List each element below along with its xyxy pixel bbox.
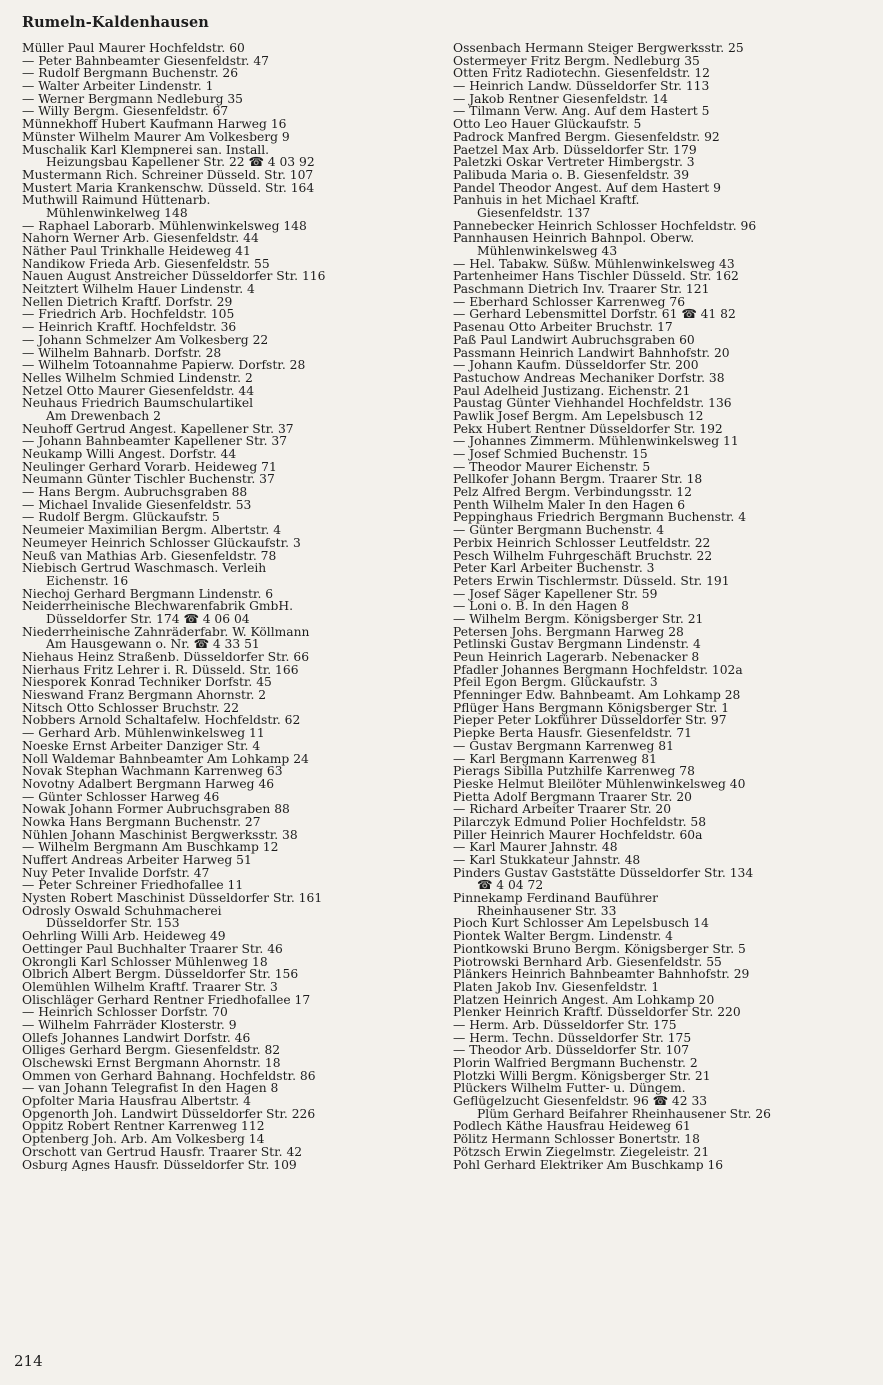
- directory-entry: — Günter Bergmann Buchenstr. 4: [453, 523, 665, 538]
- directory-entry: — Johann Bahnbeamter Kapellener Str. 37: [22, 434, 288, 449]
- directory-entry: Münster Wilhelm Maurer Am Volkesberg 9: [22, 129, 290, 144]
- directory-entry: — Hel. Tabakw. Süßw. Mühlenwinkelsweg 43: [453, 256, 735, 271]
- directory-entry: Nuy Peter Invalide Dorfstr. 47: [22, 865, 210, 880]
- directory-entry: — Johann Schmelzer Am Volkesberg 22: [22, 332, 269, 347]
- directory-entry: Nahorn Werner Arb. Giesenfeldstr. 44: [22, 231, 259, 246]
- directory-entry: Passmann Heinrich Landwirt Bahnhofstr. 20: [453, 345, 730, 360]
- directory-entry: Plüm Gerhard Beifahrer Rheinhausener Str. 26: [477, 1106, 771, 1121]
- directory-entry: — Rudolf Bergmann Buchenstr. 26: [22, 66, 239, 81]
- directory-entry: Nelles Wilhelm Schmied Lindenstr. 2: [22, 370, 253, 385]
- directory-entry: Düsseldorfer Str. 174 ☎ 4 06 04: [46, 611, 250, 626]
- directory-entry: Rheinhausener Str. 33: [477, 903, 617, 918]
- directory-entry: Novak Stephan Wachmann Karrenweg 63: [22, 764, 283, 779]
- directory-entry: Neumeyer Heinrich Schlosser Glückaufstr. 3: [22, 535, 301, 550]
- directory-entry: Müller Paul Maurer Hochfeldstr. 60: [22, 42, 245, 55]
- directory-entry: Giesenfeldstr. 137: [477, 205, 591, 220]
- directory-entry: Osburg Agnes Hausfr. Düsseldorfer Str. 109: [22, 1157, 297, 1172]
- directory-entry: — van Johann Telegrafist In den Hagen 8: [22, 1081, 279, 1096]
- directory-entry: Neuhoff Gertrud Angest. Kapellener Str. 37: [22, 421, 294, 436]
- directory-entry: — Hans Bergm. Aubruchsgraben 88: [22, 485, 248, 500]
- directory-entry: — Michael Invalide Giesenfeldstr. 53: [22, 497, 252, 512]
- directory-entry: Neuß van Mathias Arb. Giesenfeldstr. 78: [22, 548, 277, 563]
- directory-entry: Panhuis in het Michael Kraftf.: [453, 193, 640, 208]
- directory-entry: Am Drewenbach 2: [46, 408, 161, 423]
- directory-entry: — Herm. Arb. Düsseldorfer Str. 175: [453, 1017, 677, 1032]
- directory-entry: Oehrling Willi Arb. Heideweg 49: [22, 929, 226, 944]
- directory-entry: Pfenninger Edw. Bahnbeamt. Am Lohkamp 28: [453, 688, 741, 703]
- directory-entry: Otten Fritz Radiotechn. Giesenfeldstr. 12: [453, 66, 711, 81]
- directory-entry: Pawlik Josef Bergm. Am Lepelsbusch 12: [453, 408, 704, 423]
- directory-entry: Platen Jakob Inv. Giesenfeldstr. 1: [453, 979, 660, 994]
- directory-entry: Pietta Adolf Bergmann Traarer Str. 20: [453, 789, 693, 804]
- directory-entry: — Gerhard Lebensmittel Dorfstr. 61 ☎ 41 82: [453, 307, 736, 322]
- directory-entry: Nitsch Otto Schlosser Bruchstr. 22: [22, 700, 240, 715]
- directory-entry: Penth Wilhelm Maler In den Hagen 6: [453, 497, 686, 512]
- directory-entry: Olbrich Albert Bergm. Düsseldorfer Str. 156: [22, 967, 299, 982]
- directory-entry: Perbix Heinrich Schlosser Leutfeldstr. 22: [453, 535, 711, 550]
- directory-entry: Paetzel Max Arb. Düsseldorfer Str. 179: [453, 142, 697, 157]
- directory-entry: Nysten Robert Maschinist Düsseldorfer Str. 161: [22, 891, 323, 906]
- directory-entry: Nuffert Andreas Arbeiter Harweg 51: [22, 853, 252, 867]
- directory-entry: — Heinrich Schlosser Dorfstr. 70: [22, 1005, 228, 1020]
- directory-entry: Paschmann Dietrich Inv. Traarer Str. 121: [453, 282, 710, 297]
- directory-entry: Pötzsch Erwin Ziegelmstr. Ziegeleistr. 21: [453, 1144, 710, 1159]
- directory-entry: Orschott van Gertrud Hausfr. Traarer Str. 42: [22, 1144, 303, 1159]
- directory-entry: — Karl Maurer Jahnstr. 48: [453, 840, 618, 855]
- directory-entry: — Walter Arbeiter Lindenstr. 1: [22, 79, 214, 94]
- directory-entry: Neukamp Willi Angest. Dorfstr. 44: [22, 447, 237, 461]
- directory-entry: Pekx Hubert Rentner Düsseldorfer Str. 192: [453, 421, 723, 436]
- directory-column-right: [453, 42, 878, 1171]
- directory-entry: Paul Adelheid Justizang. Eichenstr. 21: [453, 383, 691, 398]
- directory-entry: Podlech Käthe Hausfrau Heideweg 61: [453, 1119, 691, 1134]
- directory-entry: Oppitz Robert Rentner Karrenweg 112: [22, 1119, 265, 1134]
- directory-entry: — Theodor Arb. Düsseldorfer Str. 107: [453, 1043, 690, 1058]
- directory-entry: Pieper Peter Lokführer Düsseldorfer Str. 97: [453, 713, 727, 728]
- directory-entry: Plänkers Heinrich Bahnbeamter Bahnhofstr. 29: [453, 967, 750, 982]
- directory-entry: — Eberhard Schlosser Karrenweg 76: [453, 294, 686, 309]
- directory-entry: Pohl Gerhard Elektriker Am Buschkamp 16: [453, 1157, 724, 1172]
- directory-entry: Palibuda Maria o. B. Giesenfeldstr. 39: [453, 167, 690, 182]
- directory-entry: — Günter Schlosser Harweg 46: [22, 789, 220, 804]
- directory-entry: Plenker Heinrich Kraftf. Düsseldorfer Str. 220: [453, 1005, 741, 1020]
- directory-entry: — Johannes Zimmerm. Mühlenwinkelsweg 11: [453, 434, 739, 449]
- directory-entry: Eichenstr. 16: [46, 573, 129, 588]
- directory-entry: Peun Heinrich Lagerarb. Nebenacker 8: [453, 650, 700, 664]
- directory-entry: — Wilhelm Bahnarb. Dorfstr. 28: [22, 345, 222, 360]
- directory-entry: — Heinrich Kraftf. Hochfeldstr. 36: [22, 320, 237, 335]
- directory-entry: Odrosly Oswald Schuhmacherei: [22, 903, 222, 918]
- directory-entry: Ollefs Johannes Landwirt Dorfstr. 46: [22, 1030, 251, 1045]
- directory-entry: Piontkowski Bruno Bergm. Königsberger Str. 5: [453, 941, 746, 956]
- directory-entry: Paß Paul Landwirt Aubruchsgraben 60: [453, 332, 695, 347]
- directory-entry: Nauen August Anstreicher Düsseldorfer Str. 116: [22, 269, 326, 284]
- directory-entry: — Wilhelm Bergmann Am Buschkamp 12: [22, 840, 279, 855]
- directory-entry: Heizungsbau Kapellener Str. 22 ☎ 4 03 92: [46, 155, 315, 170]
- directory-entry: Plückers Wilhelm Futter- u. Düngem.: [453, 1081, 686, 1096]
- directory-entry: Nellen Dietrich Kraftf. Dorfstr. 29: [22, 294, 233, 309]
- directory-entry: Peter Karl Arbeiter Buchenstr. 3: [453, 561, 655, 576]
- directory-entry: — Gustav Bergmann Karrenweg 81: [453, 738, 674, 753]
- directory-entry: Peppinghaus Friedrich Bergmann Buchenstr. 4: [453, 510, 747, 525]
- directory-entry: Piotrowski Bernhard Arb. Giesenfeldstr. 55: [453, 954, 722, 969]
- directory-entry: Olemühlen Wilhelm Kraftf. Traarer Str. 3: [22, 979, 278, 994]
- directory-entry: Petlinski Gustav Bergmann Lindenstr. 4: [453, 637, 701, 652]
- directory-entry: Mustert Maria Krankenschw. Düsseld. Str. 164: [22, 180, 315, 195]
- directory-entry: Piontek Walter Bergm. Lindenstr. 4: [453, 929, 673, 944]
- directory-entry: Niebisch Gertrud Waschmasch. Verleih: [22, 561, 267, 576]
- directory-entry: Plorin Walfried Bergmann Buchenstr. 2: [453, 1056, 698, 1070]
- directory-entry: Pinnekamp Ferdinand Bauführer: [453, 891, 659, 906]
- directory-entry: Ostermeyer Fritz Bergm. Nedleburg 35: [453, 53, 700, 68]
- directory-entry: Okrongli Karl Schlosser Mühlenweg 18: [22, 954, 268, 969]
- directory-entry: Pandel Theodor Angest. Auf dem Hastert 9: [453, 180, 721, 195]
- directory-entry: ☎ 4 04 72: [477, 878, 544, 893]
- directory-entry: Ossenbach Hermann Steiger Bergwerksstr. 25: [453, 42, 744, 55]
- directory-entry: Olischläger Gerhard Rentner Friedhofallee 17: [22, 992, 311, 1007]
- directory-entry: Pfadler Johannes Bergmann Hochfeldstr. 102a: [453, 662, 743, 677]
- directory-entry: Pinders Gustav Gaststätte Düsseldorfer Str. 134: [453, 865, 754, 880]
- directory-entry: Nühlen Johann Maschinist Bergwerksstr. 38: [22, 827, 298, 842]
- directory-entry: — Peter Schreiner Friedhofallee 11: [22, 878, 244, 893]
- directory-entry: Pioch Kurt Schlosser Am Lepelsbusch 14: [453, 916, 709, 931]
- directory-entry: Piepke Berta Hausfr. Giesenfeldstr. 71: [453, 726, 692, 741]
- directory-entry: Pieske Helmut Bleilöter Mühlenwinkelsweg 40: [453, 776, 746, 791]
- directory-entry: Muthwill Raimund Hüttenarb.: [22, 193, 211, 208]
- directory-entry: Münnekhoff Hubert Kaufmann Harweg 16: [22, 117, 287, 132]
- directory-entry: — Gerhard Arb. Mühlenwinkelsweg 11: [22, 726, 265, 741]
- directory-entry: Pannebecker Heinrich Schlosser Hochfeldstr. 96: [453, 218, 757, 233]
- directory-entry: — Werner Bergmann Nedleburg 35: [22, 91, 244, 106]
- directory-entry: Nieswand Franz Bergmann Ahornstr. 2: [22, 688, 267, 703]
- directory-entry: Optenberg Joh. Arb. Am Volkesberg 14: [22, 1132, 265, 1147]
- directory-entry: Geflügelzucht Giesenfeldstr. 96 ☎ 42 33: [453, 1094, 708, 1109]
- directory-entry: Pasenau Otto Arbeiter Bruchstr. 17: [453, 320, 673, 335]
- directory-entry: Niehaus Heinz Straßenb. Düsseldorfer Str. 66: [22, 650, 310, 664]
- directory-entry: Neumann Günter Tischler Buchenstr. 37: [22, 472, 275, 487]
- directory-entry: Mühlenwinkelweg 148: [46, 205, 188, 220]
- directory-entry: — Wilhelm Bergm. Königsberger Str. 21: [453, 611, 704, 626]
- directory-entry: Pflüger Hans Bergmann Königsberger Str. 1: [453, 700, 730, 715]
- directory-entry: Pastuchow Andreas Mechaniker Dorfstr. 38: [453, 370, 725, 385]
- directory-entry: Partenheimer Hans Tischler Düsseld. Str. 162: [453, 269, 739, 284]
- directory-entry: — Josef Schmied Buchenstr. 15: [453, 447, 648, 461]
- directory-entry: Oettinger Paul Buchhalter Traarer Str. 46: [22, 941, 283, 956]
- directory-entry: Mustermann Rich. Schreiner Düsseld. Str. 107: [22, 167, 314, 182]
- directory-entry: — Wilhelm Fahrräder Klosterstr. 9: [22, 1017, 237, 1032]
- directory-entry: Mühlenwinkelsweg 43: [477, 244, 618, 258]
- directory-entry: Nierhaus Fritz Lehrer i. R. Düsseld. Str. 166: [22, 662, 299, 677]
- directory-entry: — Theodor Maurer Eichenstr. 5: [453, 459, 651, 474]
- directory-entry: Näther Paul Trinkhalle Heideweg 41: [22, 244, 251, 258]
- directory-entry: — Karl Stukkateur Jahnstr. 48: [453, 853, 641, 867]
- directory-entry: Pannhausen Heinrich Bahnpol. Oberw.: [453, 231, 695, 246]
- directory-entry: — Herm. Techn. Düsseldorfer Str. 175: [453, 1030, 692, 1045]
- directory-entry: Pelz Alfred Bergm. Verbindungsstr. 12: [453, 485, 692, 500]
- directory-entry: Muschalik Karl Klempnerei san. Install.: [22, 142, 270, 157]
- directory-entry: Opfolter Maria Hausfrau Albertstr. 4: [22, 1094, 251, 1109]
- directory-entry: Nowka Hans Bergmann Buchenstr. 27: [22, 814, 261, 829]
- directory-entry: Nandikow Frieda Arb. Giesenfeldstr. 55: [22, 256, 270, 271]
- directory-entry: Pierags Sibilla Putzhilfe Karrenweg 78: [453, 764, 695, 779]
- directory-entry: — Peter Bahnbeamter Giesenfeldstr. 47: [22, 53, 269, 68]
- directory-entry: Nobbers Arnold Schaltafelw. Hochfeldstr. 62: [22, 713, 301, 728]
- directory-entry: Neitztert Wilhelm Hauer Lindenstr. 4: [22, 282, 255, 297]
- directory-entry: — Karl Bergmann Karrenweg 81: [453, 751, 657, 766]
- directory-entry: — Heinrich Landw. Düsseldorfer Str. 113: [453, 79, 710, 94]
- directory-entry: Netzel Otto Maurer Giesenfeldstr. 44: [22, 383, 255, 398]
- directory-entry: Paletzki Oskar Vertreter Himbergstr. 3: [453, 155, 695, 170]
- directory-entry: Neulinger Gerhard Vorarb. Heideweg 71: [22, 459, 277, 474]
- directory-entry: Olschewski Ernst Bergmann Ahornstr. 18: [22, 1056, 281, 1070]
- directory-entry: Noll Waldemar Bahnbeamter Am Lohkamp 24: [22, 751, 309, 766]
- directory-entry: — Johann Kaufm. Düsseldorfer Str. 200: [453, 358, 699, 373]
- directory-entry: — Richard Arbeiter Traarer Str. 20: [453, 802, 672, 817]
- directory-entry: Plotzki Willi Bergm. Königsberger Str. 21: [453, 1068, 711, 1083]
- page-number: 214: [14, 1352, 43, 1370]
- directory-entry: Düsseldorfer Str. 153: [46, 916, 180, 931]
- directory-entry: Neiderrheinische Blechwarenfabrik GmbH.: [22, 599, 294, 614]
- directory-entry: Padrock Manfred Bergm. Giesenfeldstr. 92: [453, 129, 720, 144]
- directory-entry: Pilarczyk Edmund Polier Hochfeldstr. 58: [453, 814, 707, 829]
- directory-entry: Paustag Günter Viehhandel Hochfeldstr. 136: [453, 396, 732, 411]
- directory-entry: Niederrheinische Zahnräderfabr. W. Köllmann: [22, 624, 310, 639]
- directory-entry: Nowak Johann Former Aubruchsgraben 88: [22, 802, 290, 817]
- directory-entry: Pellkofer Johann Bergm. Traarer Str. 18: [453, 472, 703, 487]
- directory-entry: — Josef Säger Kapellener Str. 59: [453, 586, 658, 601]
- directory-entry: — Wilhelm Totoannahme Papierw. Dorfstr. 28: [22, 358, 306, 373]
- directory-entry: Peters Erwin Tischlermstr. Düsseld. Str. 191: [453, 573, 730, 588]
- directory-entry: Pesch Wilhelm Fuhrgeschäft Bruchstr. 22: [453, 548, 713, 563]
- directory-entry: Piller Heinrich Maurer Hochfeldstr. 60a: [453, 827, 703, 842]
- directory-entry: Am Hausgewann o. Nr. ☎ 4 33 51: [46, 637, 260, 652]
- directory-entry: — Loni o. B. In den Hagen 8: [453, 599, 629, 614]
- directory-entry: Petersen Johs. Bergmann Harweg 28: [453, 624, 684, 639]
- directory-entry: — Jakob Rentner Giesenfeldstr. 14: [453, 91, 668, 106]
- directory-entry: — Tilmann Verw. Ang. Auf dem Hastert 5: [453, 104, 710, 119]
- directory-entry: Otto Leo Hauer Glückaufstr. 5: [453, 117, 642, 132]
- directory-entry: Noeske Ernst Arbeiter Danziger Str. 4: [22, 738, 261, 753]
- directory-entry: Neuhaus Friedrich Baumschulartikel: [22, 396, 254, 411]
- directory-entry: Olliges Gerhard Bergm. Giesenfeldstr. 82: [22, 1043, 281, 1058]
- directory-entry: — Friedrich Arb. Hochfeldstr. 105: [22, 307, 235, 322]
- directory-entry: Pfeil Egon Bergm. Glückaufstr. 3: [453, 675, 658, 690]
- directory-entry: Ommen von Gerhard Bahnang. Hochfeldstr. 86: [22, 1068, 316, 1083]
- directory-entry: — Willy Bergm. Giesenfeldstr. 67: [22, 104, 229, 119]
- directory-entry: — Rudolf Bergm. Glückaufstr. 5: [22, 510, 220, 525]
- directory-entry: Platzen Heinrich Angest. Am Lohkamp 20: [453, 992, 715, 1007]
- page-header: Rumeln-Kaldenhausen: [22, 14, 209, 31]
- directory-entry: Neumeier Maximilian Bergm. Albertstr. 4: [22, 523, 282, 538]
- directory-entry: Pölitz Hermann Schlosser Bonertstr. 18: [453, 1132, 700, 1147]
- directory-column-left: [22, 42, 442, 1171]
- directory-entry: Opgenorth Joh. Landwirt Düsseldorfer Str. 226: [22, 1106, 316, 1121]
- directory-entry: Niechoj Gerhard Bergmann Lindenstr. 6: [22, 586, 274, 601]
- directory-entry: Novotny Adalbert Bergmann Harweg 46: [22, 776, 275, 791]
- directory-entry: Niesporek Konrad Techniker Dorfstr. 45: [22, 675, 272, 690]
- directory-entry: — Raphael Laborarb. Mühlenwinkelsweg 148: [22, 218, 307, 233]
